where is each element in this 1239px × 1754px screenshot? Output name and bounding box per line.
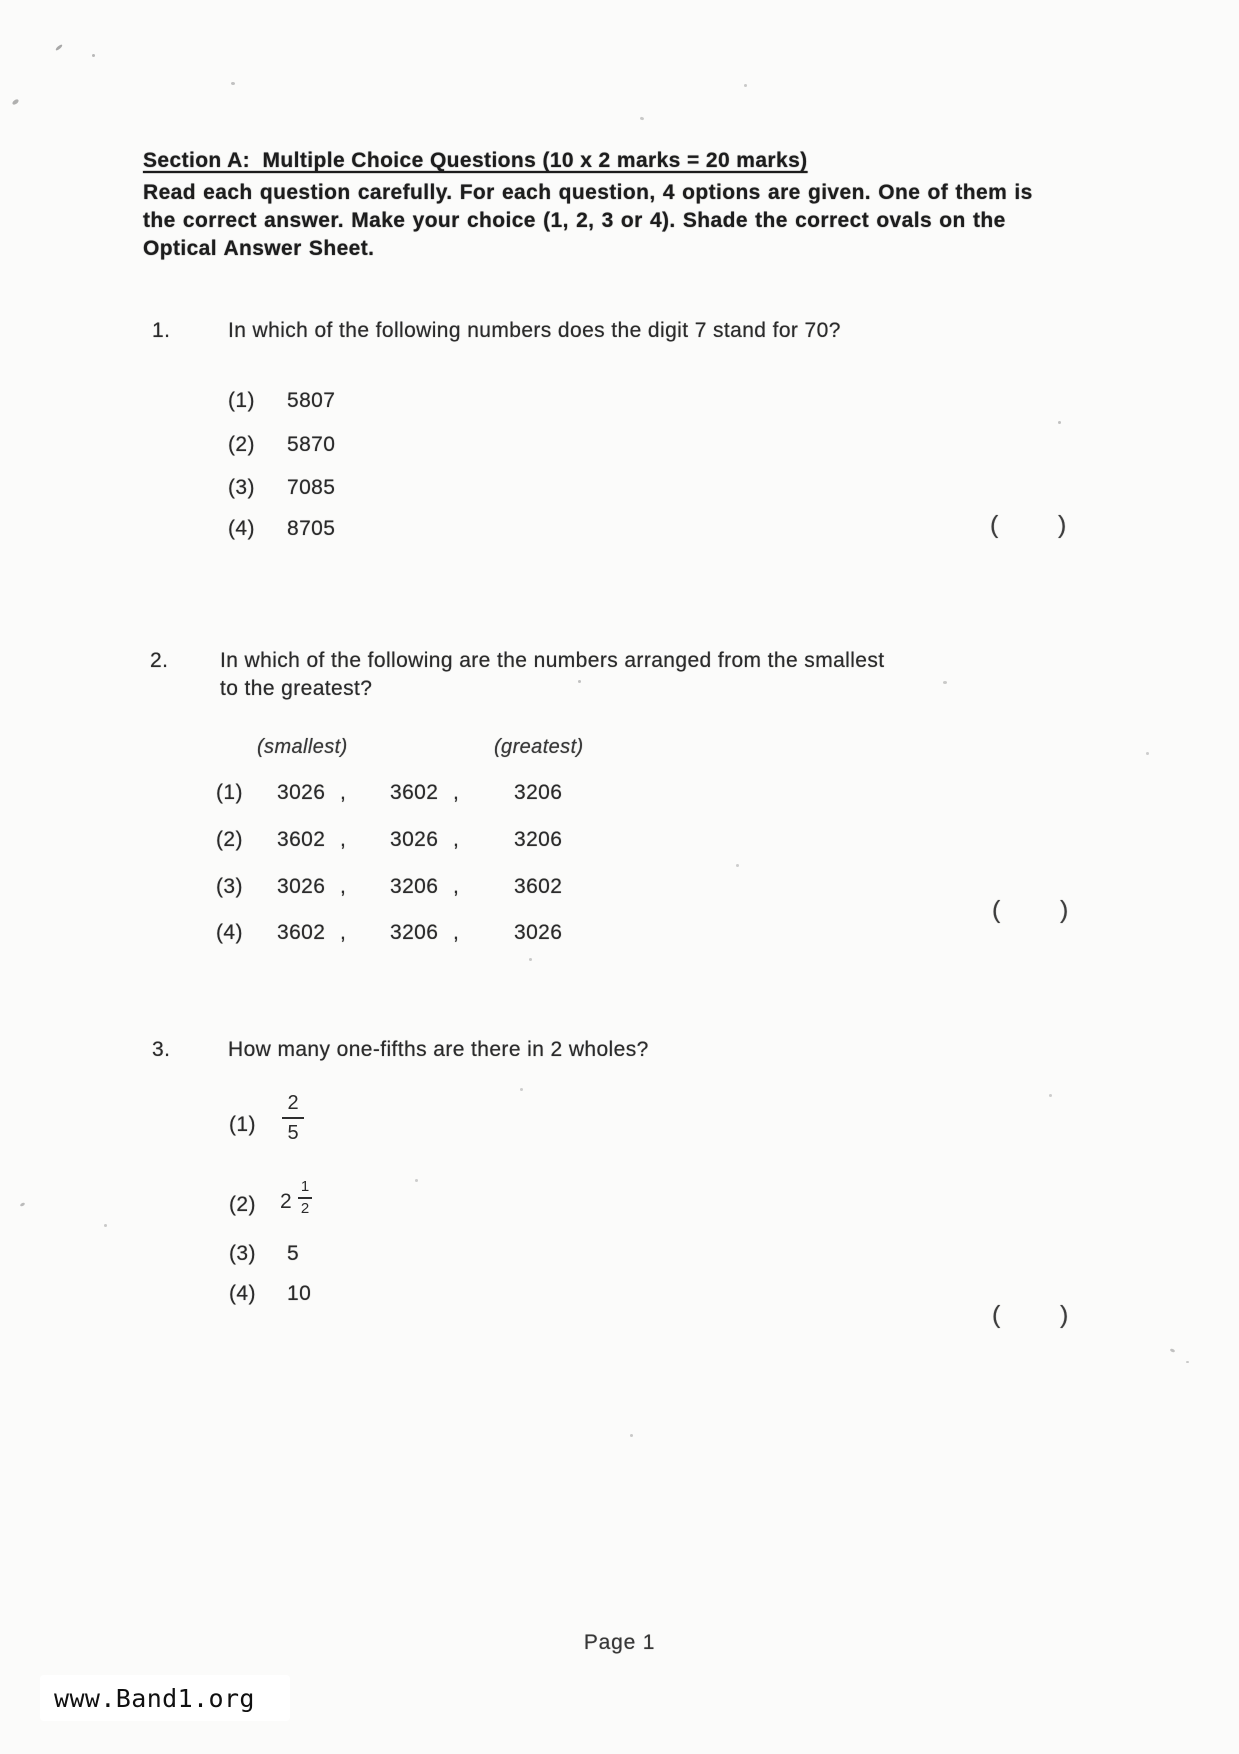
instructions-line-1: Read each question carefully. For each question, 4 options are given. One of them is [143,181,1033,204]
comma: , [453,875,460,898]
scan-speck [1170,1348,1176,1353]
option-number-1: 3602 [277,828,326,851]
option-label: (3) [228,476,255,499]
option-value: 5 [287,1242,300,1265]
question-2-text-line-1: In which of the following are the numbers arranged from the smallest [220,649,885,672]
answer-bracket-close: ) [1058,511,1067,539]
scan-speck [11,98,19,105]
question-2-number: 2. [150,649,169,672]
answer-bracket-close: ) [1060,1301,1069,1329]
scan-speck [744,84,747,87]
fraction-numerator: 1 [300,1178,310,1195]
option-number-1: 3602 [277,921,326,944]
q2-column-header-smallest: (smallest) [257,736,348,758]
option-number-1: 3026 [277,875,326,898]
question-3-text: How many one-fifths are there in 2 wholes? [228,1038,649,1061]
comma: , [340,781,347,804]
option-number-2: 3602 [390,781,439,804]
option-value: 8705 [287,517,336,540]
scan-speck [231,82,235,86]
option-label: (2) [228,433,255,456]
scan-speck [55,44,63,51]
comma: , [453,828,460,851]
section-title: Section A: Multiple Choice Questions (10 x 2 marks = 20 marks) [143,149,808,172]
scan-speck [640,116,645,120]
option-label: (1) [228,389,255,412]
fraction-bar [282,1117,304,1119]
scan-speck [1146,752,1149,755]
option-number-3: 3206 [514,828,563,851]
answer-bracket-open: ( [992,1301,1001,1329]
instructions-line-2: the correct answer. Make your choice (1, 2, 3 or 4). Shade the correct ovals on the [143,209,1006,232]
scan-speck [736,864,739,867]
scan-speck [20,1202,26,1207]
option-number-3: 3206 [514,781,563,804]
comma: , [453,781,460,804]
scan-speck [92,54,95,57]
option-value: 5870 [287,433,336,456]
question-1-text: In which of the following numbers does the digit 7 stand for 70? [228,319,841,342]
scan-speck [415,1179,418,1182]
scan-speck [529,958,532,961]
scan-speck [1049,1094,1052,1097]
question-1-number: 1. [152,319,171,342]
option-value: 7085 [287,476,336,499]
comma: , [340,828,347,851]
q2-column-header-greatest: (greatest) [494,736,584,758]
answer-bracket-q3 [992,1300,1092,1332]
answer-bracket-open: ( [992,896,1001,924]
scan-speck [578,680,581,683]
answer-bracket-q2 [992,895,1092,927]
option-value: 5807 [287,389,336,412]
watermark-text: www.Band1.org [54,1684,255,1713]
mixed-number-whole: 2 [280,1190,292,1213]
instructions-line-3: Optical Answer Sheet. [143,237,375,260]
option-value: 10 [287,1282,312,1305]
scan-speck [1186,1361,1189,1363]
scan-speck [104,1224,107,1227]
option-label: (2) [216,828,243,851]
option-label: (3) [216,875,243,898]
fraction-bar [298,1197,312,1199]
option-label: (2) [229,1193,256,1216]
scan-speck [943,681,947,684]
question-2-text-line-2: to the greatest? [220,677,373,700]
question-3-number: 3. [152,1038,171,1061]
comma: , [340,875,347,898]
fraction [296,1178,314,1218]
comma: , [340,921,347,944]
option-number-1: 3026 [277,781,326,804]
comma: , [453,921,460,944]
scan-speck [520,1088,523,1091]
fraction-numerator: 2 [287,1092,299,1114]
answer-bracket-q1 [990,510,1090,542]
option-label: (4) [228,517,255,540]
scan-speck [630,1434,633,1437]
option-label: (1) [216,781,243,804]
option-label: (4) [216,921,243,944]
fraction-denominator: 5 [287,1122,299,1144]
page-number: Page 1 [583,1631,656,1654]
answer-bracket-close: ) [1060,896,1069,924]
fraction-denominator: 2 [300,1200,310,1217]
option-label: (4) [229,1282,256,1305]
scan-speck [1058,421,1061,424]
answer-bracket-open: ( [990,511,999,539]
option-number-2: 3026 [390,828,439,851]
option-number-3: 3602 [514,875,563,898]
option-number-3: 3026 [514,921,563,944]
fraction [280,1090,306,1146]
option-number-2: 3206 [390,921,439,944]
option-label: (3) [229,1242,256,1265]
option-number-2: 3206 [390,875,439,898]
option-label: (1) [229,1113,256,1136]
